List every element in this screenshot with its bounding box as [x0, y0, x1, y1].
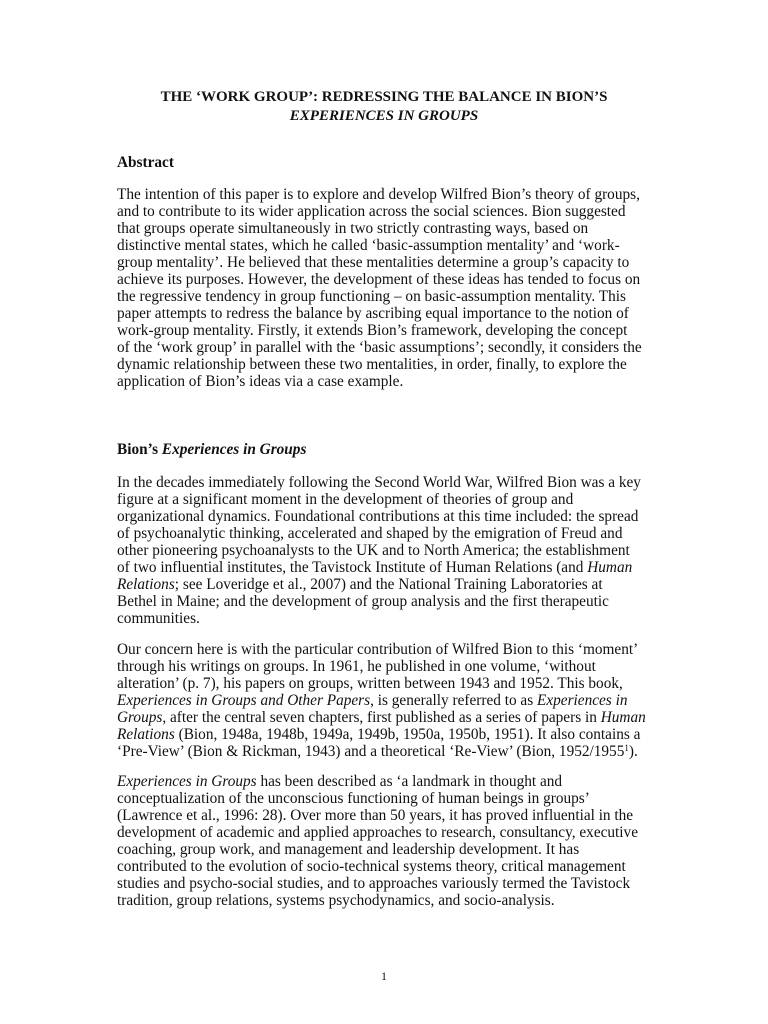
paragraph-line [117, 576, 657, 593]
text-run: , after the central seven chapters, first published as a series of papers in [162, 709, 601, 726]
page-number: 1 [381, 969, 387, 983]
abstract-line: the regressive tendency in group functioning – on basic-assumption mentality. This [117, 288, 626, 305]
text-run: (Bion, 1948a, 1948b, 1949a, 1949b, 1950a, 1950b, 1951). It also contains a [174, 726, 641, 743]
body-paragraph-3 [117, 773, 657, 909]
paragraph-line: conceptualization of the unconscious functioning of human beings in groups’ [117, 790, 590, 807]
abstract-line: The intention of this paper is to explore and develop Wilfred Bion’s theory of groups, [117, 186, 640, 203]
italic-run: Human [587, 559, 633, 576]
section-heading [117, 441, 306, 458]
paragraph-line: communities. [117, 610, 200, 627]
paragraph-line [117, 726, 657, 743]
text-run: ‘Pre-View’ (Bion & Rickman, 1943) and a theoretical ‘Re-View’ (Bion, 1952/1955 [117, 743, 625, 760]
italic-run: Human [600, 709, 646, 726]
abstract-line: application of Bion’s ideas via a case example. [117, 373, 404, 390]
abstract-line: paper attempts to redress the balance by ascribing equal importance to the notion of [117, 305, 629, 322]
paper-title [0, 88, 768, 126]
paragraph-line: Bethel in Maine; and the development of group analysis and the first therapeutic [117, 593, 609, 610]
italic-run: Relations [117, 726, 175, 743]
paragraph-line: figure at a significant moment in the development of theories of group and [117, 491, 574, 508]
abstract-line: distinctive mental states, which he called ‘basic-assumption mentality’ and ‘work- [117, 237, 620, 254]
paragraph-line: (Lawrence et al., 1996: 28). Over more than 50 years, it has proved influential in the [117, 807, 634, 824]
abstract-line: of the ‘work group’ in parallel with the ‘basic assumptions’; secondly, it considers the [117, 339, 642, 356]
text-run: ). [628, 743, 638, 760]
italic-run: Experiences in Groups and Other Papers [117, 692, 371, 709]
abstract-heading: Abstract [117, 154, 174, 171]
section-heading-prefix: Bion’s [117, 441, 162, 458]
paragraph-line [117, 692, 657, 709]
italic-run: Groups [117, 709, 163, 726]
title-line-2: EXPERIENCES IN GROUPS [289, 108, 479, 124]
paragraph-line: of psychoanalytic thinking, accelerated and shaped by the emigration of Freud and [117, 525, 623, 542]
abstract-line: dynamic relationship between these two mentalities, in order, finally, to explore the [117, 356, 627, 373]
paragraph-line: In the decades immediately following the Second World War, Wilfred Bion was a key [117, 474, 641, 491]
abstract-line: that groups operate simultaneously in two strictly contrasting ways, based on [117, 220, 589, 237]
text-run: , is generally referred to as [370, 692, 537, 709]
abstract-line: work-group mentality. Firstly, it extends Bion’s framework, developing the concept [117, 322, 628, 339]
paragraph-line [117, 743, 657, 760]
paragraph-line: development of academic and applied approaches to research, consultancy, executive [117, 824, 638, 841]
title-line-1: THE ‘WORK GROUP’: REDRESSING THE BALANCE IN BION’S [160, 89, 608, 105]
text-run: has been described as ‘a landmark in thought and [256, 773, 563, 790]
text-run: ; see Loveridge et al., 2007) and the National Training Laboratories at [174, 576, 603, 593]
abstract-line: group mentality’. He believed that these mentalities determine a group’s capacity to [117, 254, 630, 271]
body-paragraph-1 [117, 474, 657, 627]
italic-run: Experiences in [537, 692, 628, 709]
paragraph-line: other pioneering psychoanalysts to the UK and to North America; the establishment [117, 542, 630, 559]
paragraph-line: contributed to the evolution of socio-technical systems theory, critical management [117, 858, 626, 875]
abstract-line: and to contribute to its wider application across the social sciences. Bion suggested [117, 203, 626, 220]
italic-run: Relations [117, 576, 175, 593]
paragraph-line [117, 709, 657, 726]
paragraph-line: coaching, group work, and management and leadership development. It has [117, 841, 580, 858]
abstract-paragraph [117, 186, 657, 390]
body-paragraph-2 [117, 641, 657, 760]
paragraph-line [117, 559, 657, 576]
paragraph-line: studies and psycho-social studies, and to approaches variously termed the Tavistock [117, 875, 631, 892]
paragraph-line: through his writings on groups. In 1961, he published in one volume, ‘without [117, 658, 596, 675]
abstract-line: achieve its purposes. However, the development of these ideas has tended to focus on [117, 271, 641, 288]
paragraph-line: Our concern here is with the particular contribution of Wilfred Bion to this ‘moment’ [117, 641, 639, 658]
paragraph-line: organizational dynamics. Foundational contributions at this time included: the spread [117, 508, 639, 525]
italic-run: Experiences in Groups [117, 773, 257, 790]
paragraph-line: alteration’ (p. 7), his papers on groups, written between 1943 and 1952. This book, [117, 675, 623, 692]
text-run: of two influential institutes, the Tavistock Institute of Human Relations (and [117, 559, 588, 576]
footnote-marker: 1 [624, 743, 629, 753]
paragraph-line: tradition, group relations, systems psychodynamics, and socio-analysis. [117, 892, 555, 909]
section-heading-italic: Experiences in Groups [161, 441, 307, 458]
paragraph-line [117, 773, 657, 790]
